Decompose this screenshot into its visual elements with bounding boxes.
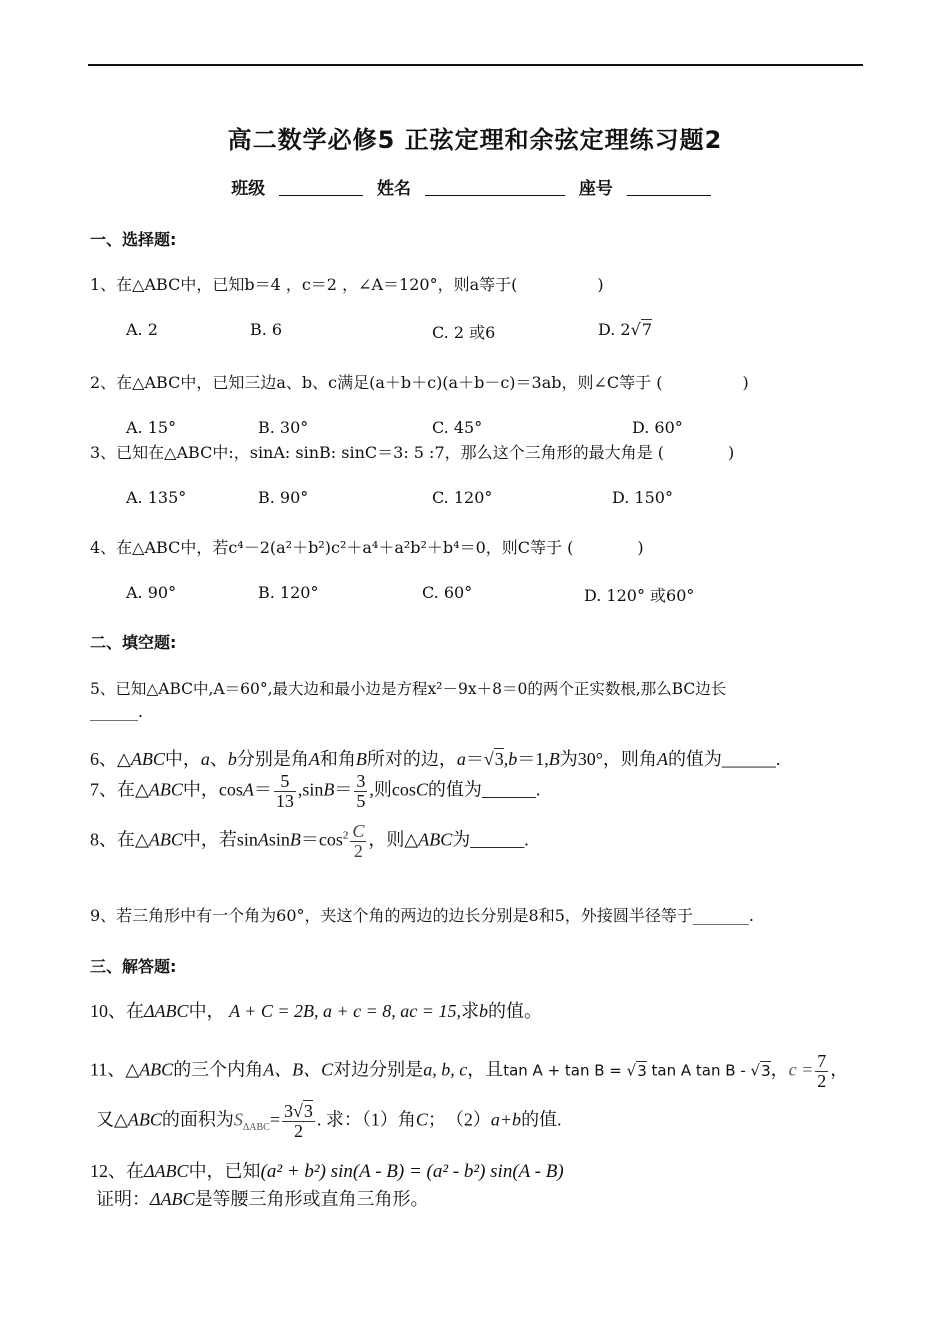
q11-c-num: 7 [817,1051,827,1071]
question-11-line1 [90,1052,848,1091]
q1-option-d: D. 2√7 [598,320,652,339]
q2-option-c: C. 45° [432,418,483,437]
q11-area-num-coef: 3 [284,1101,293,1121]
q8-fraction [350,822,366,861]
q11-area-num: 3√3 [284,1101,313,1121]
q2-option-b: B. 30° [258,418,309,437]
q11-area-num-root: 3 [303,1101,313,1121]
question-4: 4、在△ABC中，若c⁴－2(a²＋b²)c²＋a⁴＋a²b²＋b⁴＝0，则C等于 ( ) [90,538,644,557]
q11-area-den: 2 [293,1120,303,1141]
q6-t7: 分别是角 [236,749,309,769]
q6-t17: B [548,749,560,769]
q1-option-c: C. 2 或6 [432,323,496,342]
q6-t13: ＝ [465,749,484,769]
q11-root2: 3 [761,1061,771,1080]
question-9: 9、若三角形中有一个角为60°，夹这个角的两边的边长分别是8和5，外接圆半径等于_______. [90,906,754,925]
q7-f1-den: 13 [275,790,294,811]
q4-option-c: C. 60° [422,583,473,602]
q11-t3: 的三个内角 [173,1059,264,1080]
q8-sup: 2 [342,829,349,842]
question-7 [90,772,540,811]
q6-t18: 为30°，则角 [559,749,657,769]
q6-t14: , [503,749,509,769]
q7-t8: ＝ [334,779,353,800]
q6-t10: B [355,749,367,769]
q11-t8: ， [770,1059,789,1080]
q1-d-prefix: D. 2 [598,320,631,339]
name-blank[interactable] [425,179,565,196]
q7-t10: C [415,779,428,800]
q6-t16: ＝1, [517,749,549,769]
q10-t3: 中， [188,1001,225,1021]
q12-t3: 中，已知 [188,1161,261,1181]
q6-t12: a [456,749,466,769]
question-3: 3、已知在△ABC中:，sinA: sinB: sinC＝3: 5 :7，那么这个三角形的最大角是 ( ) [90,443,735,462]
q8-t6: B [289,829,301,850]
q12-t2: ΔABC [144,1161,189,1181]
student-info-line [0,174,950,199]
q11-eq1-text: tan A + tan B = [503,1061,622,1080]
question-1: 1、在△ABC中，已知b＝4 ，c＝2 ，∠A＝120°，则a等于( ) [90,275,604,294]
class-label: 班级 [231,179,266,199]
q10-t6: 的值。 [487,1001,542,1021]
q3-option-b: B. 90° [258,488,309,507]
q10-t4: 求 [460,1001,479,1021]
q8-t5: sin [268,829,290,850]
q7-t3: 中，cos [182,779,243,800]
q7-t6: ,sin [297,779,324,800]
q8-t8: ，则△ [368,829,419,850]
q11-l2-t2: ABC [127,1109,162,1130]
q10-equation: A + C = 2B, a + c = 8, ac = 15, [229,1001,461,1021]
q11-t6: a, b, c [423,1059,468,1080]
q3-option-a: A. 135° [126,488,187,507]
q7-f1-num: 5 [274,772,296,792]
q7-f2-num: 3 [356,771,366,791]
q11-c-den: 2 [817,1070,827,1091]
q10-t2: ΔABC [144,1001,189,1021]
q12-equation: (a² + b²) sin(A - B) = (a² - b²) sin(A - B) [260,1161,564,1182]
q6-t9: 和角 [319,749,356,769]
q6-t19: A [656,749,668,769]
q8-t3: 中，若sin [182,829,258,850]
q6-t8: A [308,749,320,769]
q6-t11: 所对的边， [366,749,457,769]
q11-t9: ， [830,1059,849,1080]
section-answer-heading: 三、解答题: [90,957,177,976]
question-6: 6、△ABC中，a、b分别是角A和角B所对的边，a＝√3,b＝1,B为30°，则角A的值为______. [90,749,781,769]
q1-option-a: A. 2 [126,320,158,339]
q8-t1: 8、在△ [90,829,149,850]
question-11-line2 [96,1102,562,1141]
q7-t11: 的值为______. [427,779,541,800]
q1-option-b: B. 6 [250,320,283,339]
q4-option-a: A. 90° [126,583,177,602]
q1-d-root: 7 [641,320,652,339]
q6-t2: ABC [130,749,165,769]
q11-eq1: tan A + tan B = √3 tan A tan B - √3 [503,1061,771,1080]
q11-area-symbol: S [233,1109,243,1130]
q7-t4: A [242,779,254,800]
q7-t7: B [323,779,335,800]
q4-option-b: B. 120° [258,583,319,602]
header-rule [88,64,863,66]
page-title: 高二数学必修5 正弦定理和余弦定理练习题2 [227,126,723,154]
q8-t9: ABC [418,829,453,850]
q11-c-fraction [815,1052,828,1091]
q8-t10: 为______. [452,829,529,850]
q7-t1: 7、在△ [90,779,149,800]
q11-eq2-text: tan A tan B - [651,1061,746,1080]
q8-f-num: C [352,821,365,841]
q10-t1: 10、在 [90,1001,144,1021]
q11-t7: ，且 [467,1059,504,1080]
q8-f-den: 2 [353,840,363,861]
q6-t15: b [508,749,518,769]
q6-t4: a [200,749,210,769]
q11-t5: 对边分别是 [333,1059,424,1080]
q8-t2: ABC [148,829,183,850]
question-8 [90,822,529,861]
q11-c-eq: c = [788,1059,814,1080]
section-fill-heading: 二、填空题: [90,633,177,652]
q8-t7: ＝cos [300,829,343,850]
question-10 [90,997,542,1023]
q7-fraction-1 [274,772,296,811]
section-choice-heading: 一、选择题: [90,230,177,249]
q11-t1: 11、△ [90,1059,140,1080]
q3-option-c: C. 120° [432,488,493,507]
seat-blank[interactable] [627,179,711,196]
question-5-line1: 5、已知△ABC中,A＝60°,最大边和最小边是方程x²－9x＋8＝0的两个正实数根,那么BC边长 [90,680,727,698]
q6-t20: 的值为______. [667,749,781,769]
q12-t1: 12、在 [90,1161,144,1181]
q4-option-d: D. 120° 或60° [584,586,695,605]
q11-l2-t7: a+b [490,1109,522,1130]
question-2: 2、在△ABC中，已知三边a、b、c满足(a＋b＋c)(a＋b－c)＝3ab，则∠C等于 ( ) [90,373,749,392]
q12-l2-t2: ΔABC [150,1189,195,1209]
q11-l2-eq: = [269,1109,280,1130]
q11-area-fraction [282,1102,315,1141]
q6-root: 3 [494,749,504,769]
seat-label: 座号 [578,179,613,199]
q6-t5: 、 [209,749,228,769]
q7-t5: ＝ [253,779,272,800]
q12-l2-t1: 证明： [96,1189,150,1209]
q3-option-d: D. 150° [612,488,673,507]
q11-l2-t3: 的面积为 [161,1109,234,1130]
q7-fraction-2 [354,772,367,811]
question-5-line2: ______. [90,702,144,721]
q7-t2: ABC [148,779,183,800]
q7-f2-den: 5 [356,790,366,811]
q2-option-d: D. 60° [632,418,683,437]
class-blank[interactable] [279,179,363,196]
q6-t1: 6、△ [90,749,131,769]
question-12-line2 [96,1185,429,1211]
q11-l2-t1: 又△ [96,1109,128,1130]
q7-t9: ,则cos [369,779,416,800]
q11-area-sub: ΔABC [242,1122,270,1134]
q11-l2-t4: . 求：（1）角 [316,1109,416,1130]
q11-l2-t5: C [415,1109,428,1130]
q10-t5: b [478,1001,488,1021]
q11-t2: ABC [139,1059,174,1080]
q6-t3: 中， [164,749,201,769]
q8-t4: A [257,829,269,850]
name-label: 姓名 [377,179,412,199]
question-12-line1 [90,1157,564,1183]
q6-t6: b [227,749,237,769]
q11-root1: 3 [637,1061,647,1080]
q11-l2-t6: ； （2） [427,1109,491,1130]
q11-t4: A、B、C [263,1059,334,1080]
q12-l2-t3: 是等腰三角形或直角三角形。 [194,1189,429,1209]
q11-l2-t8: 的值. [521,1109,562,1130]
q2-option-a: A. 15° [126,418,177,437]
